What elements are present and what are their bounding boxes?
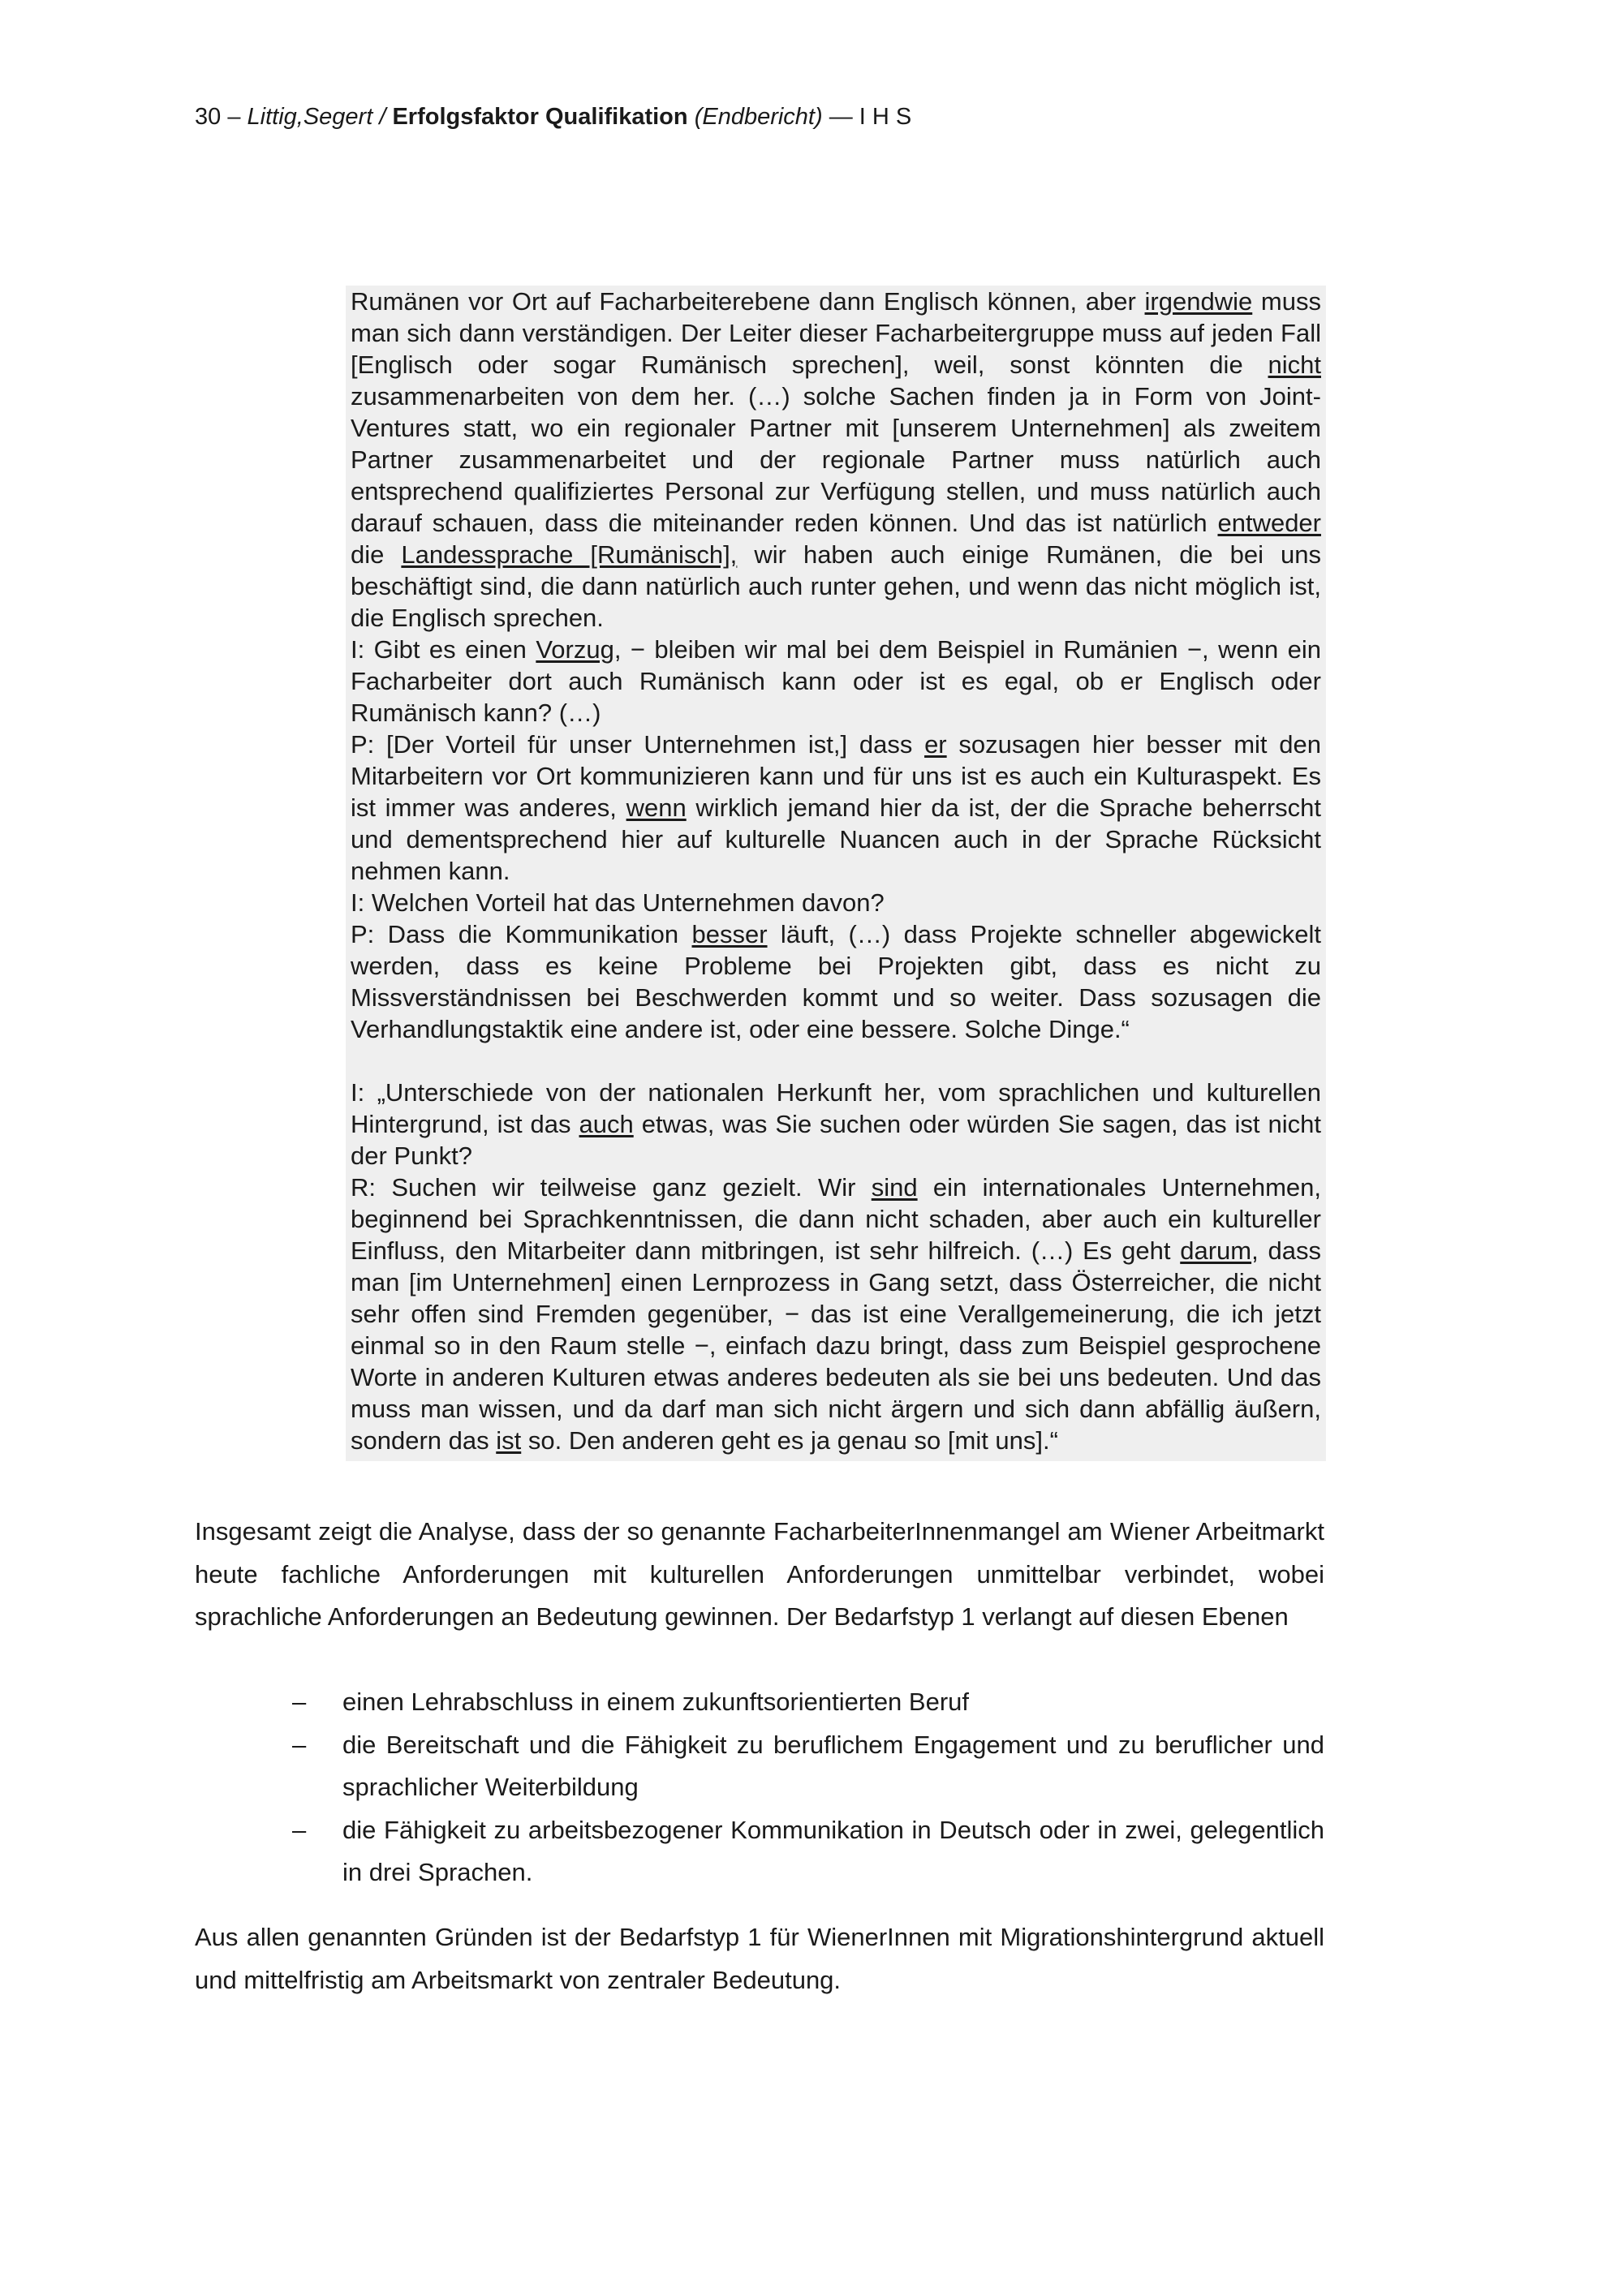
page-header [195, 101, 911, 133]
list-dash: – [292, 1815, 307, 1844]
body-paragraph-1 [195, 1511, 1324, 1639]
emphasized-word: Vorzug [536, 635, 614, 664]
list-item-text: die Bereitschaft und die Fähigkeit zu beruflichem Engagement und zu beruflicher und sprachlicher Weiterbildung [342, 1730, 1324, 1801]
list-dash: – [292, 1688, 307, 1716]
list-item [292, 1724, 1324, 1809]
header-authors: Littig,Segert / [247, 104, 386, 130]
emphasized-word: er [924, 730, 947, 759]
emphasized-word: darum [1180, 1236, 1252, 1265]
interview-quote-box [346, 286, 1326, 1461]
header-title: Erfolgsfaktor Qualifikation [392, 104, 688, 130]
quote-paragraph: P: Dass die Kommunikation besser läuft, (…) dass Projekte schneller abgewickelt werden, dass es keine Probleme bei Projekten gibt, dass es nicht zu Missverständnissen bei Beschwerden kommt und so weiter. Dass sozusagen die Verhandlungstaktik eine andere ist, oder eine bessere. Solche Dinge.“ [351, 920, 1321, 1043]
emphasized-word: besser [691, 920, 768, 948]
emphasized-word: Landessprache [Rumänisch], [401, 540, 738, 569]
header-institute: — I H S [829, 104, 912, 130]
page-number: 30 – [195, 104, 241, 130]
interview-quote-1 [351, 286, 1321, 1045]
quote-paragraph: Rumänen vor Ort auf Facharbeiterebene dann Englisch können, aber irgendwie muss man sich dann verständigen. Der Leiter dieser Facharbeitergruppe muss auf jeden Fall [Englisch oder sogar Rumänisch sprechen], weil, sonst könnten die nicht zusammenarbeiten von dem her. (…) solche Sachen finden ja in Form von Joint-Ventures statt, wo ein regionaler Partner mit [unserem Unternehmen] als zweitem Partner zusammenarbeitet und der regionale Partner muss natürlich auch entsprechend qualifiziertes Personal zur Verfügung stellen, und muss natürlich auch darauf schauen, dass die miteinander reden können. Und das ist natürlich entweder die Landessprache [Rumänisch], wir haben auch einige Rumänen, die bei uns beschäftigt sind, die dann natürlich auch runter gehen, und wenn das nicht möglich ist, die Englisch sprechen. [351, 287, 1321, 632]
emphasized-word: auch [579, 1110, 634, 1138]
header-subtitle: (Endbericht) [694, 104, 823, 130]
list-dash: – [292, 1730, 307, 1759]
analysis-paragraph: Insgesamt zeigt die Analyse, dass der so genannte FacharbeiterInnenmangel am Wiener Arbeitmarkt heute fachliche Anforderungen mit kulturellen Anforderungen unmittelbar verbindet, wobei sprachliche Anforderungen an Bedeutung gewinnen. Der Bedarfstyp 1 verlangt auf diesen Ebenen [195, 1517, 1324, 1631]
emphasized-word: nicht [1268, 350, 1321, 379]
quote-paragraph: P: [Der Vorteil für unser Unternehmen ist,] dass er sozusagen hier besser mit den Mitarbeitern vor Ort kommunizieren kann und für uns ist es auch ein Kulturaspekt. Es ist immer was anderes, wenn wirklich jemand hier da ist, der die Sprache beherrscht und dementsprechend hier auf kulturelle Nuancen auch in der Sprache Rücksicht nehmen kann. [351, 730, 1321, 885]
emphasized-word: entweder [1217, 509, 1321, 537]
list-item [292, 1681, 1324, 1724]
quote-paragraph: I: Gibt es einen Vorzug, − bleiben wir mal bei dem Beispiel in Rumänien −, wenn ein Facharbeiter dort auch Rumänisch kann oder ist es egal, ob er Englisch oder Rumänisch kann? (…) [351, 635, 1321, 727]
quote-paragraph: R: Suchen wir teilweise ganz gezielt. Wir sind ein internationales Unternehmen, beginnend bei Sprachkenntnissen, die dann nicht schaden, aber auch ein kultureller Einfluss, den Mitarbeiter dann mitbringen, ist sehr hilfreich. (…) Es geht darum, dass man [im Unternehmen] einen Lernprozess in Gang setzt, dass Österreicher, die nicht sehr offen sind Fremden gegenüber, − das ist eine Verallgemeinerung, die ich jetzt einmal so in den Raum stelle −, einfach dazu bringt, dass zum Beispiel gesprochene Worte in anderen Kulturen etwas anderes bedeuten als sie bei uns bedeuten. Und das muss man wissen, und da darf man sich nicht ärgern und sich dann abfällig äußern, sondern das ist so. Den anderen geht es ja genau so [mit uns].“ [351, 1173, 1321, 1455]
quote-paragraph: I: Welchen Vorteil hat das Unternehmen davon? [351, 888, 885, 917]
list-item-text: einen Lehrabschluss in einem zukunftsorientierten Beruf [342, 1688, 970, 1716]
requirements-list [292, 1681, 1324, 1894]
conclusion-paragraph: Aus allen genannten Gründen ist der Bedarfstyp 1 für WienerInnen mit Migrationshintergrund aktuell und mittelfristig am Arbeitsmarkt von zentraler Bedeutung. [195, 1923, 1324, 1994]
list-item-text: die Fähigkeit zu arbeitsbezogener Kommunikation in Deutsch oder in zwei, gelegentlich in drei Sprachen. [342, 1815, 1324, 1886]
body-paragraph-2 [195, 1916, 1324, 2001]
emphasized-word: wenn [626, 793, 687, 822]
emphasized-word: ist [496, 1426, 522, 1455]
quote-gap [351, 1045, 1321, 1077]
interview-quote-2 [351, 1077, 1321, 1456]
quote-paragraph: I: „Unterschiede von der nationalen Herkunft her, vom sprachlichen und kulturellen Hintergrund, ist das auch etwas, was Sie suchen oder würden Sie sagen, das ist nicht der Punkt? [351, 1078, 1321, 1170]
emphasized-word: irgendwie [1144, 287, 1253, 316]
emphasized-word: sind [871, 1173, 918, 1202]
list-item [292, 1809, 1324, 1894]
